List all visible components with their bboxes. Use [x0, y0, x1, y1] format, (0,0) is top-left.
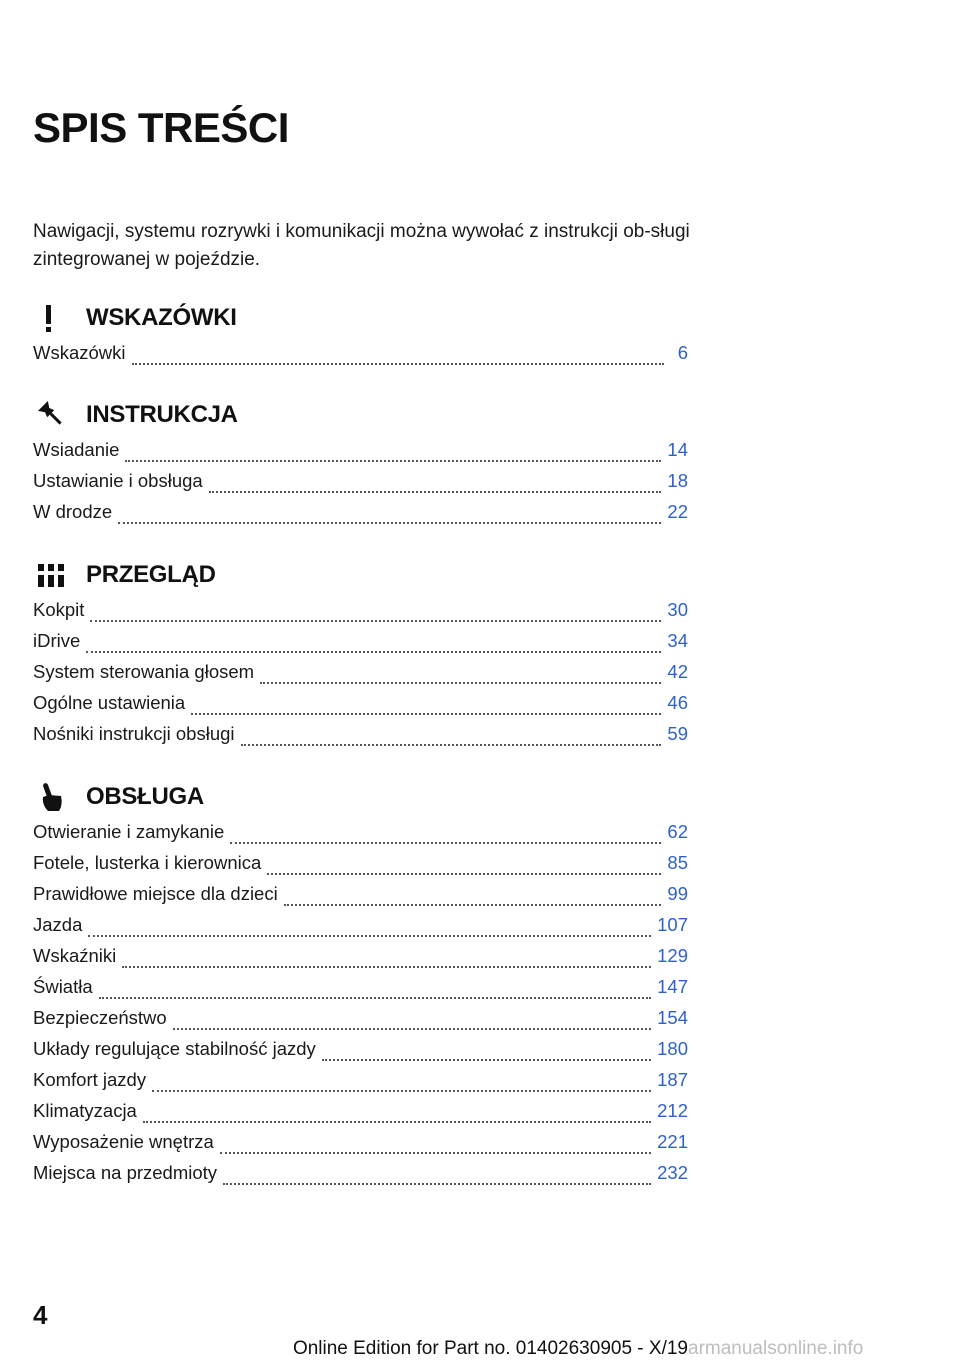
- dot-leader: [86, 650, 661, 653]
- toc-entry-wyposazenie[interactable]: [33, 1131, 688, 1162]
- toc-entry-page[interactable]: 59: [667, 723, 688, 744]
- toc-entry-page[interactable]: 18: [667, 470, 688, 491]
- toc-entry-page[interactable]: 147: [657, 976, 688, 997]
- toc-list: [33, 439, 688, 532]
- toc-entry-page[interactable]: 232: [657, 1162, 688, 1183]
- dot-leader: [322, 1058, 651, 1061]
- section-header: [33, 555, 688, 595]
- toc-entry-label: Kokpit: [33, 599, 85, 620]
- dot-leader: [88, 934, 651, 937]
- toc-entry-page[interactable]: 99: [667, 883, 688, 904]
- toc-entry-otwieranie[interactable]: [33, 821, 688, 852]
- toc-list: [33, 342, 688, 373]
- toc-entry-label: Fotele, lusterka i kierownica: [33, 852, 262, 873]
- toc-entry-page[interactable]: 34: [667, 630, 688, 651]
- toc-entry-page[interactable]: 107: [657, 914, 688, 935]
- dot-leader: [143, 1120, 651, 1123]
- toc-entry-page[interactable]: 187: [657, 1069, 688, 1090]
- toc-entry-label: Nośniki instrukcji obsługi: [33, 723, 235, 744]
- dot-leader: [191, 712, 661, 715]
- pin-icon: [33, 399, 73, 431]
- toc-entry-nosniki[interactable]: [33, 723, 688, 754]
- toc-entry-page[interactable]: 129: [657, 945, 688, 966]
- dot-leader: [118, 521, 661, 524]
- toc-entry-label: Bezpieczeństwo: [33, 1007, 167, 1028]
- toc-entry-label: W drodze: [33, 501, 113, 522]
- toc-entry-fotele[interactable]: [33, 852, 688, 883]
- dot-leader: [122, 965, 651, 968]
- exclamation-icon: [33, 302, 73, 334]
- dot-leader: [241, 743, 662, 746]
- section-header: [33, 298, 688, 338]
- section-title: OBSŁUGA: [86, 783, 204, 810]
- dot-leader: [230, 841, 661, 844]
- toc-list: [33, 599, 688, 754]
- toc-entry-label: Układy regulujące stabilność jazdy: [33, 1038, 316, 1059]
- toc-entry-page[interactable]: 212: [657, 1100, 688, 1121]
- toc-entry-label: Komfort jazdy: [33, 1069, 147, 1090]
- dot-leader: [152, 1089, 651, 1092]
- toc-entry-label: Wsiadanie: [33, 439, 120, 460]
- toc-entry-sterowanie-glosem[interactable]: [33, 661, 688, 692]
- toc-entry-label: Ustawianie i obsługa: [33, 470, 203, 491]
- toc-entry-wsiadanie[interactable]: [33, 439, 688, 470]
- page-number: 4: [33, 1300, 48, 1330]
- toc-entry-w-drodze[interactable]: [33, 501, 688, 532]
- section-przeglad: [33, 555, 688, 754]
- dot-leader: [223, 1182, 651, 1185]
- toc-entry-ustawianie[interactable]: [33, 470, 688, 501]
- toc-entry-page[interactable]: 30: [667, 599, 688, 620]
- toc-entry-page[interactable]: 42: [667, 661, 688, 682]
- intro-text: Nawigacji, systemu rozrywki i komunikacji można wywołać z instrukcji ob-sługi zintegrowanej w pojeździe.: [33, 221, 690, 270]
- toc-entry-page[interactable]: 221: [657, 1131, 688, 1152]
- toc-list: [33, 821, 688, 1193]
- toc-entry-idrive[interactable]: [33, 630, 688, 661]
- section-obsluga: [33, 777, 688, 1193]
- toc-entry-klimatyzacja[interactable]: [33, 1100, 688, 1131]
- toc-entry-page[interactable]: 154: [657, 1007, 688, 1028]
- toc-entry-page[interactable]: 180: [657, 1038, 688, 1059]
- dot-leader: [260, 681, 661, 684]
- dot-leader: [173, 1027, 651, 1030]
- toc-entry-label: Ogólne ustawienia: [33, 692, 186, 713]
- toc-entry-page[interactable]: 14: [667, 439, 688, 460]
- toc-entry-miejsce-dzieci[interactable]: [33, 883, 688, 914]
- toc-entry-label: Wskazówki: [33, 342, 126, 363]
- toc-entry-page[interactable]: 85: [667, 852, 688, 873]
- section-title: PRZEGLĄD: [86, 561, 216, 588]
- toc-entry-bezpieczenstwo[interactable]: [33, 1007, 688, 1038]
- toc-entry-wskazniki[interactable]: [33, 945, 688, 976]
- toc-entry-page[interactable]: 6: [677, 342, 688, 363]
- toc-entry-label: iDrive: [33, 630, 81, 651]
- section-header: [33, 777, 688, 817]
- toc-entry-label: Wskaźniki: [33, 945, 117, 966]
- dot-leader: [209, 490, 662, 493]
- toc-entry-swiatla[interactable]: [33, 976, 688, 1007]
- toc-entry-page[interactable]: 62: [667, 821, 688, 842]
- hand-pointer-icon: [33, 781, 73, 813]
- toc-entry-komfort[interactable]: [33, 1069, 688, 1100]
- toc-entry-jazda[interactable]: [33, 914, 688, 945]
- section-title: INSTRUKCJA: [86, 401, 238, 428]
- toc-entry-ogolne-ustawienia[interactable]: [33, 692, 688, 723]
- toc-entry-label: Światła: [33, 976, 93, 997]
- dot-leader: [132, 362, 664, 365]
- toc-entry-kokpit[interactable]: [33, 599, 688, 630]
- page-title: SPIS TREŚCI: [33, 104, 289, 151]
- toc-entry-page[interactable]: 46: [667, 692, 688, 713]
- toc-entry-label: System sterowania głosem: [33, 661, 255, 682]
- dot-leader: [90, 619, 661, 622]
- dot-leader: [125, 459, 661, 462]
- toc-entry-miejsca-przedmioty[interactable]: [33, 1162, 688, 1193]
- dot-leader: [267, 872, 661, 875]
- grid-icon: [33, 559, 73, 591]
- toc-entry-label: Miejsca na przedmioty: [33, 1162, 218, 1183]
- section-header: [33, 395, 688, 435]
- toc-entry-label: Klimatyzacja: [33, 1100, 137, 1121]
- dot-leader: [99, 996, 651, 999]
- toc-entry-label: Prawidłowe miejsce dla dzieci: [33, 883, 278, 904]
- dot-leader: [284, 903, 662, 906]
- section-wskazowki: [33, 298, 688, 373]
- dot-leader: [220, 1151, 651, 1154]
- section-title: WSKAZÓWKI: [86, 304, 237, 331]
- toc-entry-stabilnosc[interactable]: [33, 1038, 688, 1069]
- toc-entry-label: Otwieranie i zamykanie: [33, 821, 225, 842]
- toc-entry-label: Wyposażenie wnętrza: [33, 1131, 214, 1152]
- toc-entry-label: Jazda: [33, 914, 83, 935]
- footer-edition: Online Edition for Part no. 01402630905 - X/19: [292, 1338, 688, 1359]
- section-instrukcja: [33, 395, 688, 532]
- toc-entry-wskazowki[interactable]: [33, 342, 688, 373]
- toc-entry-page[interactable]: 22: [667, 501, 688, 522]
- footer-watermark: armanualsonline.info: [688, 1338, 864, 1359]
